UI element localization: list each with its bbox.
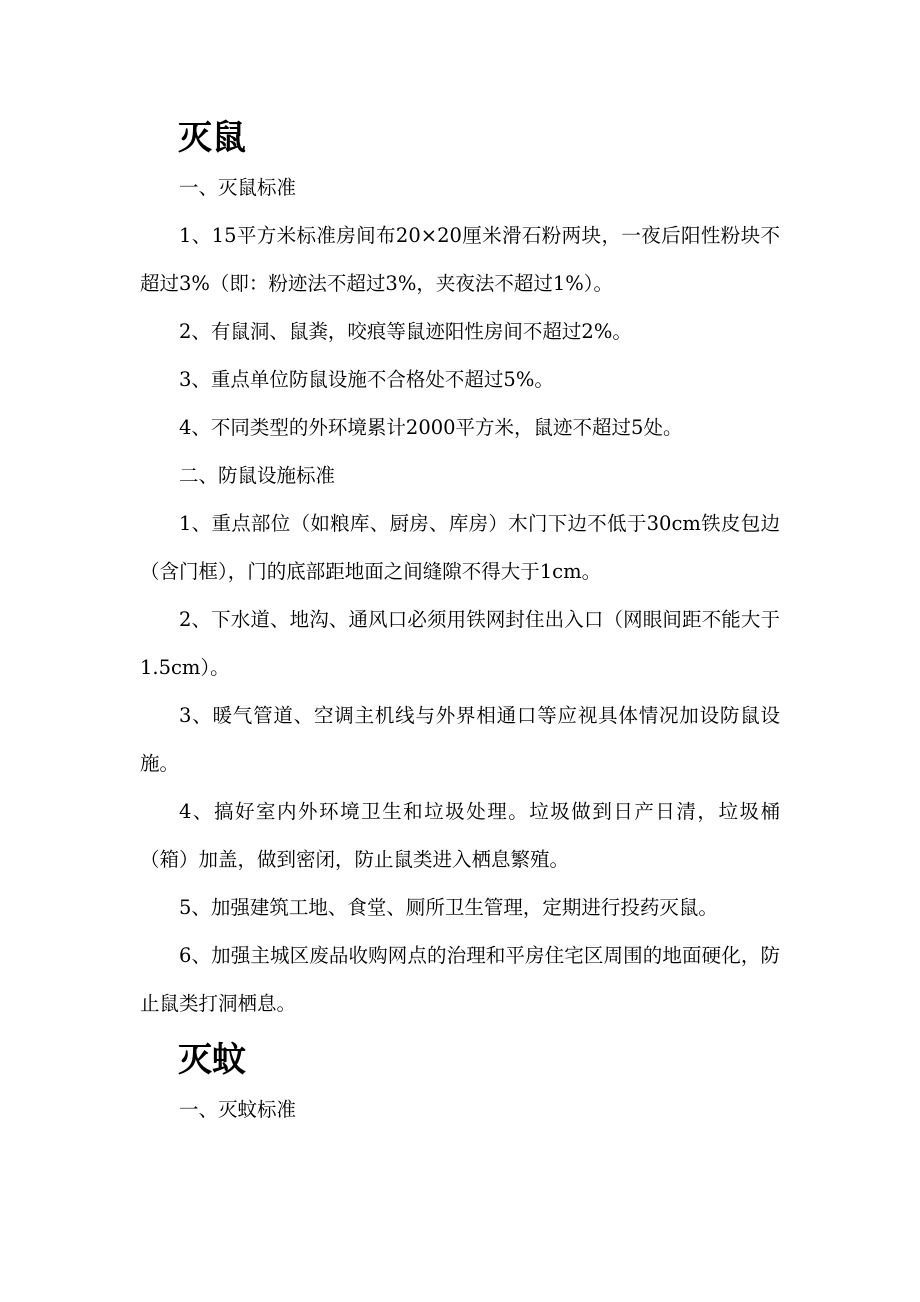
paragraph: 3、重点单位防鼠设施不合格处不超过5%。 [179,368,554,391]
paragraph: 4、搞好室内外环境卫生和垃圾处理。垃圾做到日产日清，垃圾桶（箱）加盖，做到密闭，防止鼠类进入栖息繁殖。 [140,800,780,871]
paragraph: 2、下水道、地沟、通风口必须用铁网封住出入口（网眼间距不能大于1.5cm）。 [140,608,780,679]
paragraph: 2、有鼠洞、鼠粪，咬痕等鼠迹阳性房间不超过2%。 [179,320,632,343]
paragraph: 一、灭蚊标准 [179,1098,297,1121]
paragraph: 一、灭鼠标准 [179,176,297,199]
section-title-mosquito-control: 灭蚊 [178,1040,246,1080]
paragraph: 1、15平方米标准房间布20×20厘米滑石粉两块，一夜后阳性粉块不超过3%（即：粉迹法不超过3%，夹夜法不超过1%）。 [140,224,780,295]
paragraph: 1、重点部位（如粮库、厨房、库房）木门下边不低于30cm铁皮包边（含门框），门的底部距地面之间缝隙不得大于1cm。 [140,512,780,583]
paragraph: 5、加强建筑工地、食堂、厕所卫生管理，定期进行投药灭鼠。 [179,896,718,919]
document-body [140,112,780,1134]
paragraph: 4、不同类型的外环境累计2000平方米，鼠迹不超过5处。 [179,416,683,439]
paragraph: 6、加强主城区废品收购网点的治理和平房住宅区周围的地面硬化，防止鼠类打洞栖息。 [140,944,780,1015]
paragraph: 二、防鼠设施标准 [179,464,336,487]
paragraph: 3、暖气管道、空调主机线与外界相通口等应视具体情况加设防鼠设施。 [140,704,780,775]
section-title-rodent-control: 灭鼠 [178,118,246,158]
